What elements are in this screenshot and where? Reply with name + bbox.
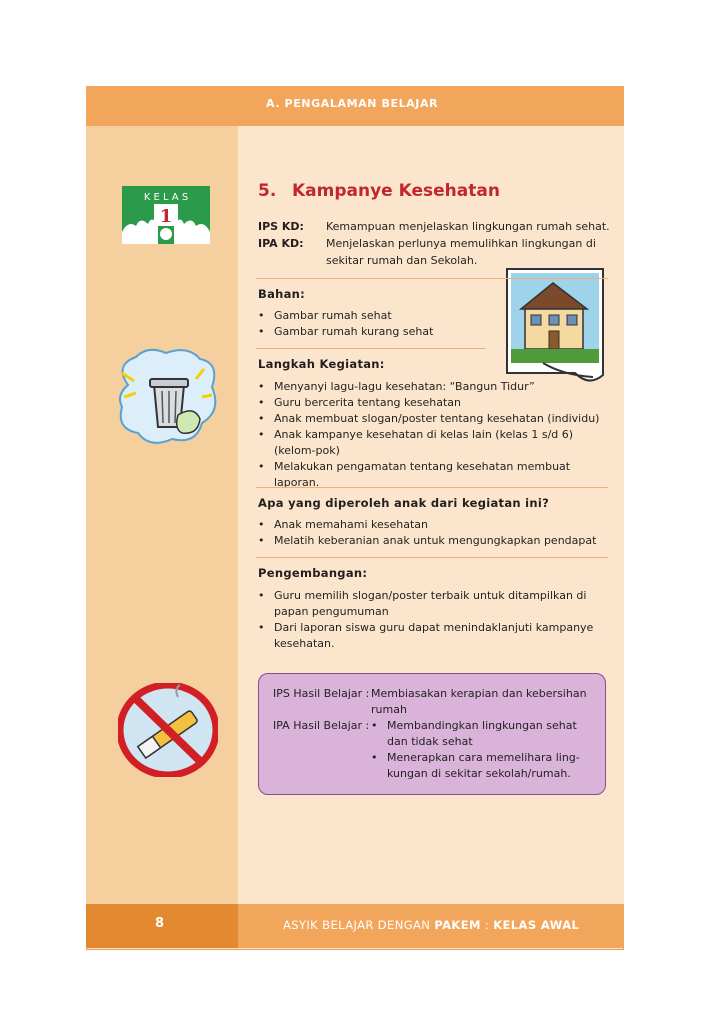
footer-text <box>283 918 579 932</box>
page-number: 8 <box>155 916 165 931</box>
kelas-label: K E L A S <box>143 192 189 203</box>
list-item: • Melatih keberanian anak untuk mengungkapkan pendapat <box>258 533 610 549</box>
kelas-number: 1 <box>159 206 173 227</box>
ipa-hasil-list <box>371 718 593 782</box>
list-item: • Gambar rumah sehat <box>258 308 508 324</box>
list-item: • Anak kampanye kesehatan di kelas lain (kelas 1 s/d 6) (kelom-pok) <box>258 427 610 459</box>
list-item: • Melakukan pengamatan tentang kesehatan membuat laporan. <box>258 459 610 491</box>
kd-ipa-text: Menjelaskan perlunya memulihkan lingkungan di sekitar rumah dan Sekolah. <box>326 237 596 267</box>
list-item: • Membandingkan lingkungan sehat dan tidak sehat <box>371 718 593 750</box>
footer-kelas-awal: KELAS AWAL <box>493 918 580 932</box>
section-title <box>258 181 500 201</box>
list-item: • Guru memilih slogan/poster terbaik untuk ditampilkan di papan pengumuman <box>258 588 610 620</box>
footer-separator: : <box>480 918 494 932</box>
kd-ips-text: Kemampuan menjelaskan lingkungan rumah sehat. <box>326 220 610 233</box>
list-item: • Guru bercerita tentang kesehatan <box>258 395 610 411</box>
langkah-list <box>258 379 610 491</box>
diperoleh-list <box>258 517 610 549</box>
list-item: • Gambar rumah kurang sehat <box>258 324 508 340</box>
divider <box>256 278 608 279</box>
trash-bin-icon <box>114 345 222 455</box>
diperoleh-heading: Apa yang diperoleh anak dari kegiatan ini? <box>258 496 550 510</box>
bahan-list <box>258 308 508 340</box>
no-smoking-icon <box>118 683 218 781</box>
bahan-heading: Bahan: <box>258 287 306 301</box>
pengembangan-heading: Pengembangan: <box>258 566 368 580</box>
pengembangan-list <box>258 588 610 652</box>
list-item: • Anak membuat slogan/poster tentang kesehatan (individu) <box>258 411 610 427</box>
ipa-hasil-label: IPA Hasil Belajar : <box>273 719 370 732</box>
list-item: • Dari laporan siswa guru dapat menindaklanjuti kampanye kesehatan. <box>258 620 610 652</box>
list-item: • Menyanyi lagu-lagu kesehatan: “Bangun Tidur” <box>258 379 610 395</box>
kd-ips-label: IPS KD: <box>258 220 304 233</box>
house-poster-icon <box>503 265 609 391</box>
footer-prefix: ASYIK BELAJAR DENGAN <box>283 918 435 932</box>
header-title: A. PENGALAMAN BELAJAR <box>266 97 439 110</box>
divider <box>256 487 608 488</box>
ips-hasil-text: Membiasakan kerapian dan kebersihan rumah <box>371 687 587 716</box>
kelas-badge-icon <box>122 186 210 248</box>
divider <box>256 557 608 558</box>
section-title-text: Kampanye Kesehatan <box>292 181 500 201</box>
kd-ipa-label: IPA KD: <box>258 237 304 250</box>
footer-pakem: PAKEM <box>434 918 481 932</box>
langkah-heading: Langkah Kegiatan: <box>258 357 385 371</box>
divider <box>256 348 486 349</box>
list-item: • Anak memahami kesehatan <box>258 517 610 533</box>
section-number: 5. <box>258 181 277 201</box>
list-item: • Menerapkan cara memelihara ling-kungan di sekitar sekolah/rumah. <box>371 750 593 782</box>
ips-hasil-label: IPS Hasil Belajar : <box>273 687 370 700</box>
